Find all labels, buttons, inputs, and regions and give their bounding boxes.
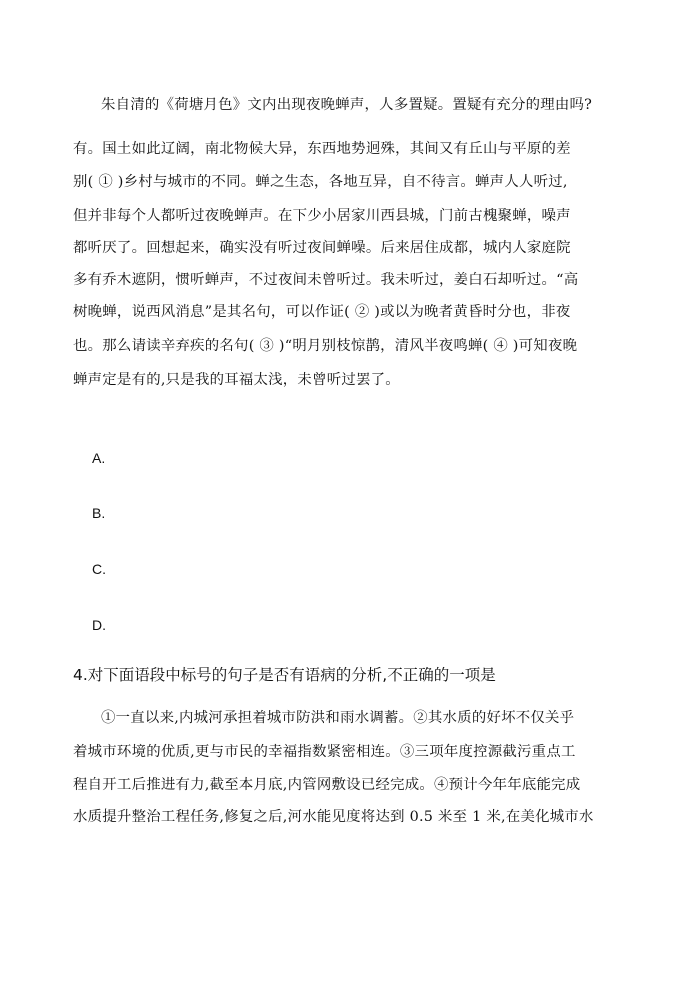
passage-line-5: 都听厌了。回想起来，确实没有听过夜间蝉噪。后来居住成都，城内人家庭院 xyxy=(73,240,571,256)
q4-line-4: 水质提升整治工程任务,修复之后,河水能见度将达到 0.5 米至 1 米,在美化城市水 xyxy=(73,809,594,825)
passage-line-2: 有。国土如此辽阔，南北物候大异，东西地势迥殊，其间又有丘山与平原的差 xyxy=(73,141,571,157)
q4-line-1: ①一直以来,内城河承担着城市防洪和雨水调蓄。②其水质的好坏不仅关乎 xyxy=(101,710,575,726)
option-c: C. xyxy=(92,561,106,577)
passage-line-8: 也。那么请读辛弃疾的名句( ③ )“明月别枝惊鹊，清风半夜鸣蝉( ④ )可知夜晚 xyxy=(73,338,578,354)
option-a: A. xyxy=(92,450,106,466)
passage-line-1: 朱自清的《荷塘月色》文内出现夜晚蝉声，人多置疑。置疑有充分的理由吗? xyxy=(101,97,593,113)
passage-line-3: 别( ① )乡村与城市的不同。蝉之生态，各地互异，自不待言。蝉声人人听过, xyxy=(73,174,568,190)
passage-line-4: 但并非每个人都听过夜晚蝉声。在下少小居家川西县城，门前古槐聚蝉，噪声 xyxy=(73,208,571,224)
q4-line-3: 程自开工后推进有力,截至本月底,内管网敷设已经完成。④预计今年年底能完成 xyxy=(73,777,581,793)
passage-line-6: 多有乔木遮阴，惯听蝉声，不过夜间未曾听过。我未听过，姜白石却听过。“高 xyxy=(73,272,579,288)
option-d: D. xyxy=(92,617,106,633)
q4-line-2: 着城市环境的优质,更与市民的幸福指数紧密相连。③三项年度控源截污重点工 xyxy=(73,744,576,760)
passage-line-7: 树晚蝉，说西风消息”是其名句，可以作证( ② )或以为晚者黄昏时分也，非夜 xyxy=(73,304,571,320)
option-b: B. xyxy=(92,505,106,521)
question-4-title: 4.对下面语段中标号的句子是否有语病的分析,不正确的一项是 xyxy=(73,666,496,684)
passage-line-9: 蝉声定是有的,只是我的耳福太浅，未曾听过罢了。 xyxy=(73,372,400,388)
